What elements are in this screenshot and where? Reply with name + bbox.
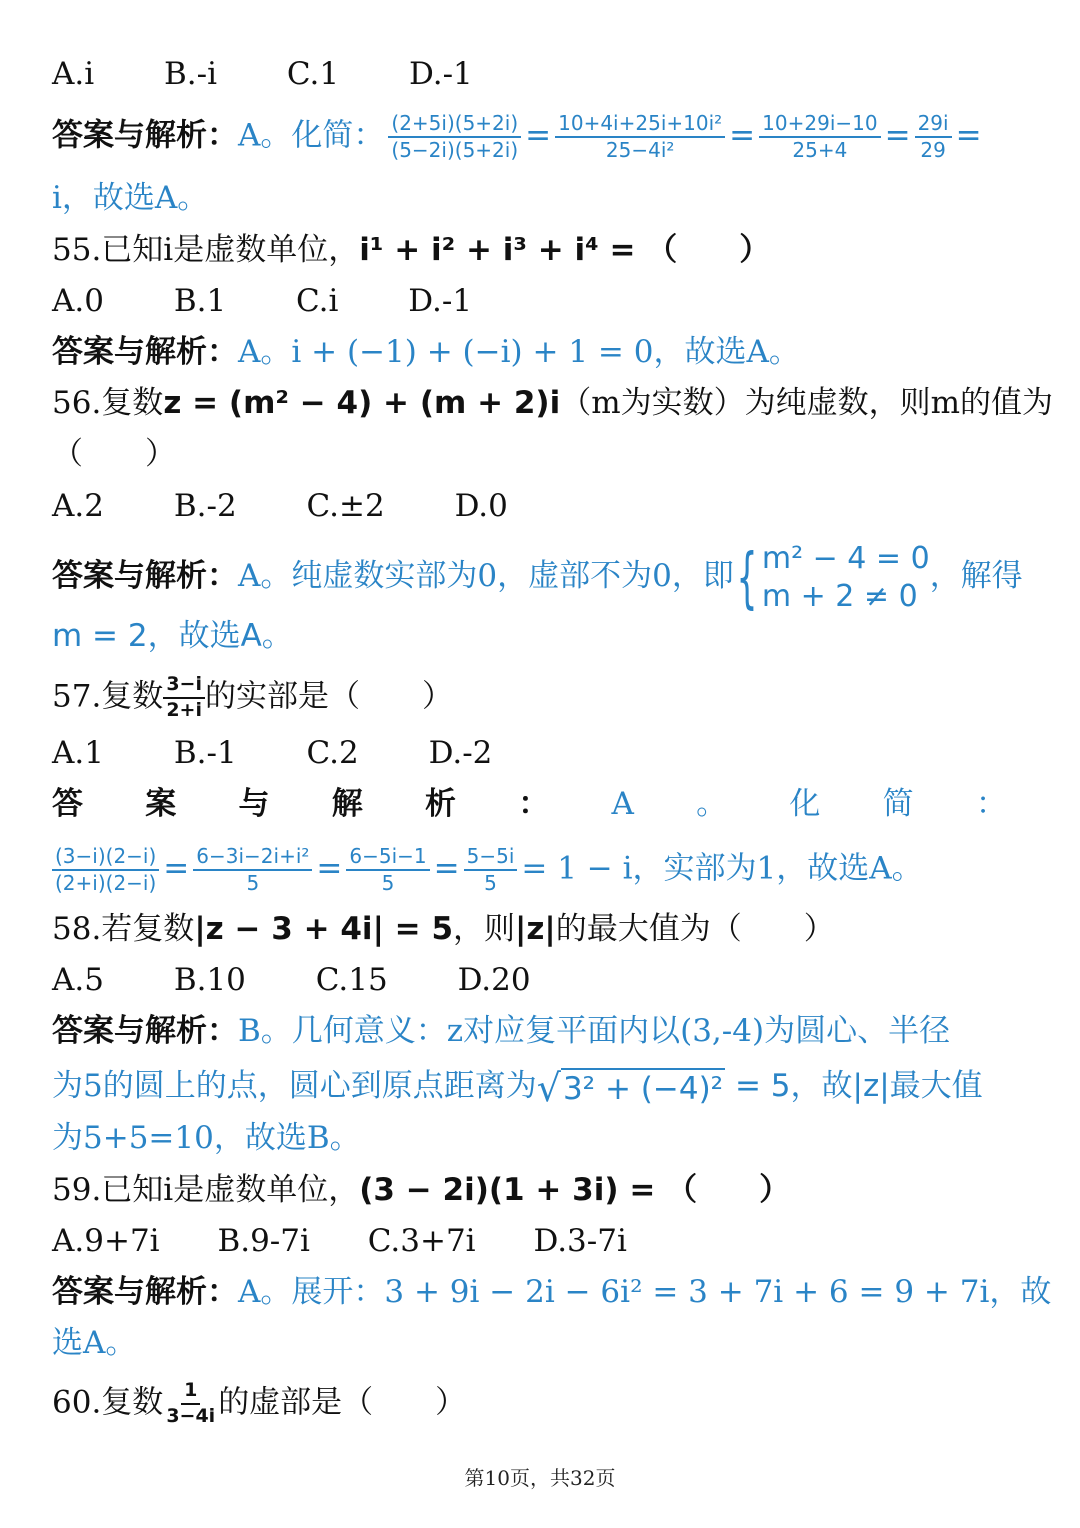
q56-option-c: C.±2 <box>306 488 385 524</box>
q54-option-d: D.-1 <box>408 56 473 92</box>
q55-option-c: C.i <box>296 283 339 319</box>
q56-answer <box>52 538 1023 616</box>
q57-answer-char-4: 简 <box>882 786 914 822</box>
q58-answer-line3: 为5+5=10，故选B。 <box>52 1120 361 1156</box>
q59-option-a: A.9+7i <box>52 1223 160 1259</box>
q57-label-char-3: 与 <box>238 786 270 822</box>
q54-fraction-2 <box>555 112 725 162</box>
q60-stem-tail: 的虚部是（ ） <box>218 1384 467 1421</box>
q57-f2-num: 6−3i−2i+i² <box>193 845 312 871</box>
q56-answer-label: 答案与解析： <box>52 558 238 594</box>
q56-equation-system <box>734 540 930 616</box>
q54-f3-den: 25+4 <box>792 138 848 162</box>
q56-option-b: B.-2 <box>173 488 237 524</box>
q56-expr: z = (m² − 4) + (m + 2)i <box>163 385 561 421</box>
q54-eq-2: = <box>729 117 756 154</box>
q54-f4-den: 29 <box>920 138 946 162</box>
q58-option-b: B.10 <box>173 962 246 998</box>
q60-stem-text: 60.复数 <box>52 1384 164 1421</box>
q57-f1-num: (3−i)(2−i) <box>52 845 159 871</box>
q57-f-den: 2+i <box>166 698 202 721</box>
q57-f-num: 3−i <box>163 674 205 699</box>
q57-answer-tail: = 1 − i，实部为1，故选A。 <box>521 850 923 887</box>
q59-expr: (3 − 2i)(1 + 3i) = （ ） <box>359 1172 791 1208</box>
q56-option-d: D.0 <box>454 488 508 524</box>
q56-answer-text: A。纯虚数实部为0，虚部不为0，即 <box>238 558 734 594</box>
q55-answer-label: 答案与解析： <box>52 334 238 370</box>
q54-option-c: C.1 <box>286 56 340 92</box>
q55-option-a: A.0 <box>52 283 104 319</box>
q54-option-b: B.-i <box>164 56 218 92</box>
q54-answer-prefix: A。化简： <box>238 117 385 154</box>
q57-answer-math <box>52 845 923 895</box>
q57-option-b: B.-1 <box>173 735 237 771</box>
q54-f2-den: 25−4i² <box>605 138 675 162</box>
q55-stem <box>52 230 770 270</box>
q54-eq-1: = <box>525 117 552 154</box>
q57-eq-3: = <box>433 850 460 887</box>
q57-eq-1: = <box>163 850 190 887</box>
q55-option-b: B.1 <box>173 283 227 319</box>
q60-f-num: 1 <box>181 1380 200 1405</box>
q57-fraction-4 <box>464 845 518 895</box>
q54-eq-3: = <box>884 117 911 154</box>
q57-f2-den: 5 <box>246 871 260 895</box>
q55-stem-text: 55.已知i是虚数单位， <box>52 232 360 268</box>
q55-answer <box>52 332 800 372</box>
q57-answer-char-1: A <box>611 786 634 822</box>
q57-f1-den: (2+i)(2−i) <box>55 871 157 895</box>
q58-sqrt <box>536 1065 725 1110</box>
left-brace-icon: { <box>736 538 758 616</box>
q60-stem <box>52 1380 466 1428</box>
q54-option-a: A.i <box>52 56 95 92</box>
q57-fraction-3 <box>346 845 429 895</box>
q58-option-c: C.15 <box>315 962 388 998</box>
q57-label-char-5: 析 <box>425 786 456 822</box>
q58-expr: |z − 3 + 4i| = 5 <box>194 911 454 947</box>
q55-answer-text: A。i + (−1) + (−i) + 1 = 0，故选A。 <box>238 334 800 370</box>
q58-answer <box>52 1011 950 1051</box>
q58-option-d: D.20 <box>457 962 531 998</box>
q58-expr-2: |z| <box>515 911 556 947</box>
q56-stem-text: 56.复数 <box>52 385 164 421</box>
q59-option-c: C.3+7i <box>367 1223 476 1259</box>
q60-f-den: 3−4i <box>166 1404 216 1427</box>
q59-answer-label: 答案与解析： <box>52 1274 238 1310</box>
q57-option-a: A.1 <box>52 735 104 771</box>
q59-options <box>52 1221 665 1261</box>
q56-sys-row-1: m² − 4 = 0 <box>761 540 930 576</box>
q59-answer-line1: A。展开：3 + 9i − 2i − 6i² = 3 + 7i + 6 = 9 + 7i，故 <box>238 1274 1052 1310</box>
q56-blank: （ ） <box>52 436 176 472</box>
q57-f4-den: 5 <box>484 871 497 895</box>
q55-option-d: D.-1 <box>408 283 473 319</box>
page-number-footer: 第10页，共32页 <box>464 1466 616 1490</box>
q57-f4-num: 5−5i <box>464 845 518 871</box>
q58-answer-line2 <box>52 1066 983 1108</box>
q59-stem-text: 59.已知i是虚数单位， <box>52 1172 360 1208</box>
q59-stem <box>52 1170 790 1210</box>
q57-answer-char-5: ： <box>975 786 1007 822</box>
q57-fraction <box>163 674 205 722</box>
q58-answer-line2b: = 5，故|z|最大值 <box>725 1068 983 1104</box>
q58-sqrt-content: 3² + (−4)² <box>561 1068 725 1106</box>
q54-answer <box>52 112 982 162</box>
q54-options <box>52 54 511 94</box>
q54-fraction-1 <box>388 112 521 162</box>
q59-answer <box>52 1272 1051 1312</box>
q54-answer-label: 答案与解析： <box>52 117 238 154</box>
q54-f1-den: (5−2i)(5+2i) <box>391 138 519 162</box>
q58-answer-line1: B。几何意义：z对应复平面内以(3,-4)为圆心、半径 <box>238 1013 951 1049</box>
q56-answer-line2: m = 2，故选A。 <box>52 618 293 654</box>
q57-answer-char-3: 化 <box>789 786 821 822</box>
q54-answer-tail: i，故选A。 <box>52 180 209 216</box>
q54-f2-num: 10+4i+25i+10i² <box>555 112 725 138</box>
q60-fraction <box>163 1380 218 1428</box>
q57-option-d: D.-2 <box>428 735 493 771</box>
q57-f3-num: 6−5i−1 <box>346 845 429 871</box>
q57-label-char-6: ： <box>518 786 550 822</box>
q57-options <box>52 733 530 773</box>
q58-stem-mid: ，则 <box>453 911 516 947</box>
q54-f4-num: 29i <box>915 112 952 138</box>
q57-stem <box>52 674 453 722</box>
q54-fraction-3 <box>759 112 880 162</box>
q57-fraction-2 <box>193 845 312 895</box>
q55-options <box>52 281 510 321</box>
q56-sys-row-2: m + 2 ≠ 0 <box>761 578 918 614</box>
q59-answer-line2: 选A。 <box>52 1325 137 1361</box>
q55-expr: i¹ + i² + i³ + i⁴ = （ ） <box>359 232 771 268</box>
q54-fraction-4 <box>915 112 952 162</box>
q57-stem-text: 57.复数 <box>52 678 164 715</box>
q57-option-c: C.2 <box>306 735 359 771</box>
q59-option-d: D.3-7i <box>533 1223 627 1259</box>
q57-label-char-1: 答 <box>52 786 83 822</box>
q56-stem-tail: （m为实数）为纯虚数，则m的值为 <box>560 385 1054 421</box>
q58-stem-text: 58.若复数 <box>52 911 195 947</box>
q57-label-char-4: 解 <box>331 786 363 822</box>
q57-f3-den: 5 <box>381 871 395 895</box>
q56-answer-after: ，解得 <box>929 558 1023 594</box>
square-root-icon: √ <box>536 1065 561 1110</box>
q54-f3-num: 10+29i−10 <box>759 112 880 138</box>
q56-stem <box>52 383 1053 423</box>
q56-options <box>52 486 546 526</box>
q58-answer-label: 答案与解析： <box>52 1013 238 1049</box>
q58-stem <box>52 909 835 949</box>
q58-option-a: A.5 <box>52 962 104 998</box>
q57-label-char-2: 案 <box>145 786 177 822</box>
q58-answer-line2a: 为5的圆上的点，圆心到原点距离为 <box>52 1068 537 1104</box>
q57-answer-char-2: 。 <box>696 786 728 822</box>
q59-option-b: B.9-7i <box>217 1223 310 1259</box>
q56-option-a: A.2 <box>52 488 104 524</box>
q57-stem-tail: 的实部是（ ） <box>204 678 453 715</box>
q54-f1-num: (2+5i)(5+2i) <box>388 112 521 138</box>
q58-stem-tail: 的最大值为（ ） <box>555 911 835 947</box>
q54-eq-4: = <box>955 117 982 154</box>
q57-answer-justified <box>52 784 1007 824</box>
q57-fraction-1 <box>52 845 159 895</box>
q58-options <box>52 960 569 1000</box>
q57-eq-2: = <box>316 850 343 887</box>
